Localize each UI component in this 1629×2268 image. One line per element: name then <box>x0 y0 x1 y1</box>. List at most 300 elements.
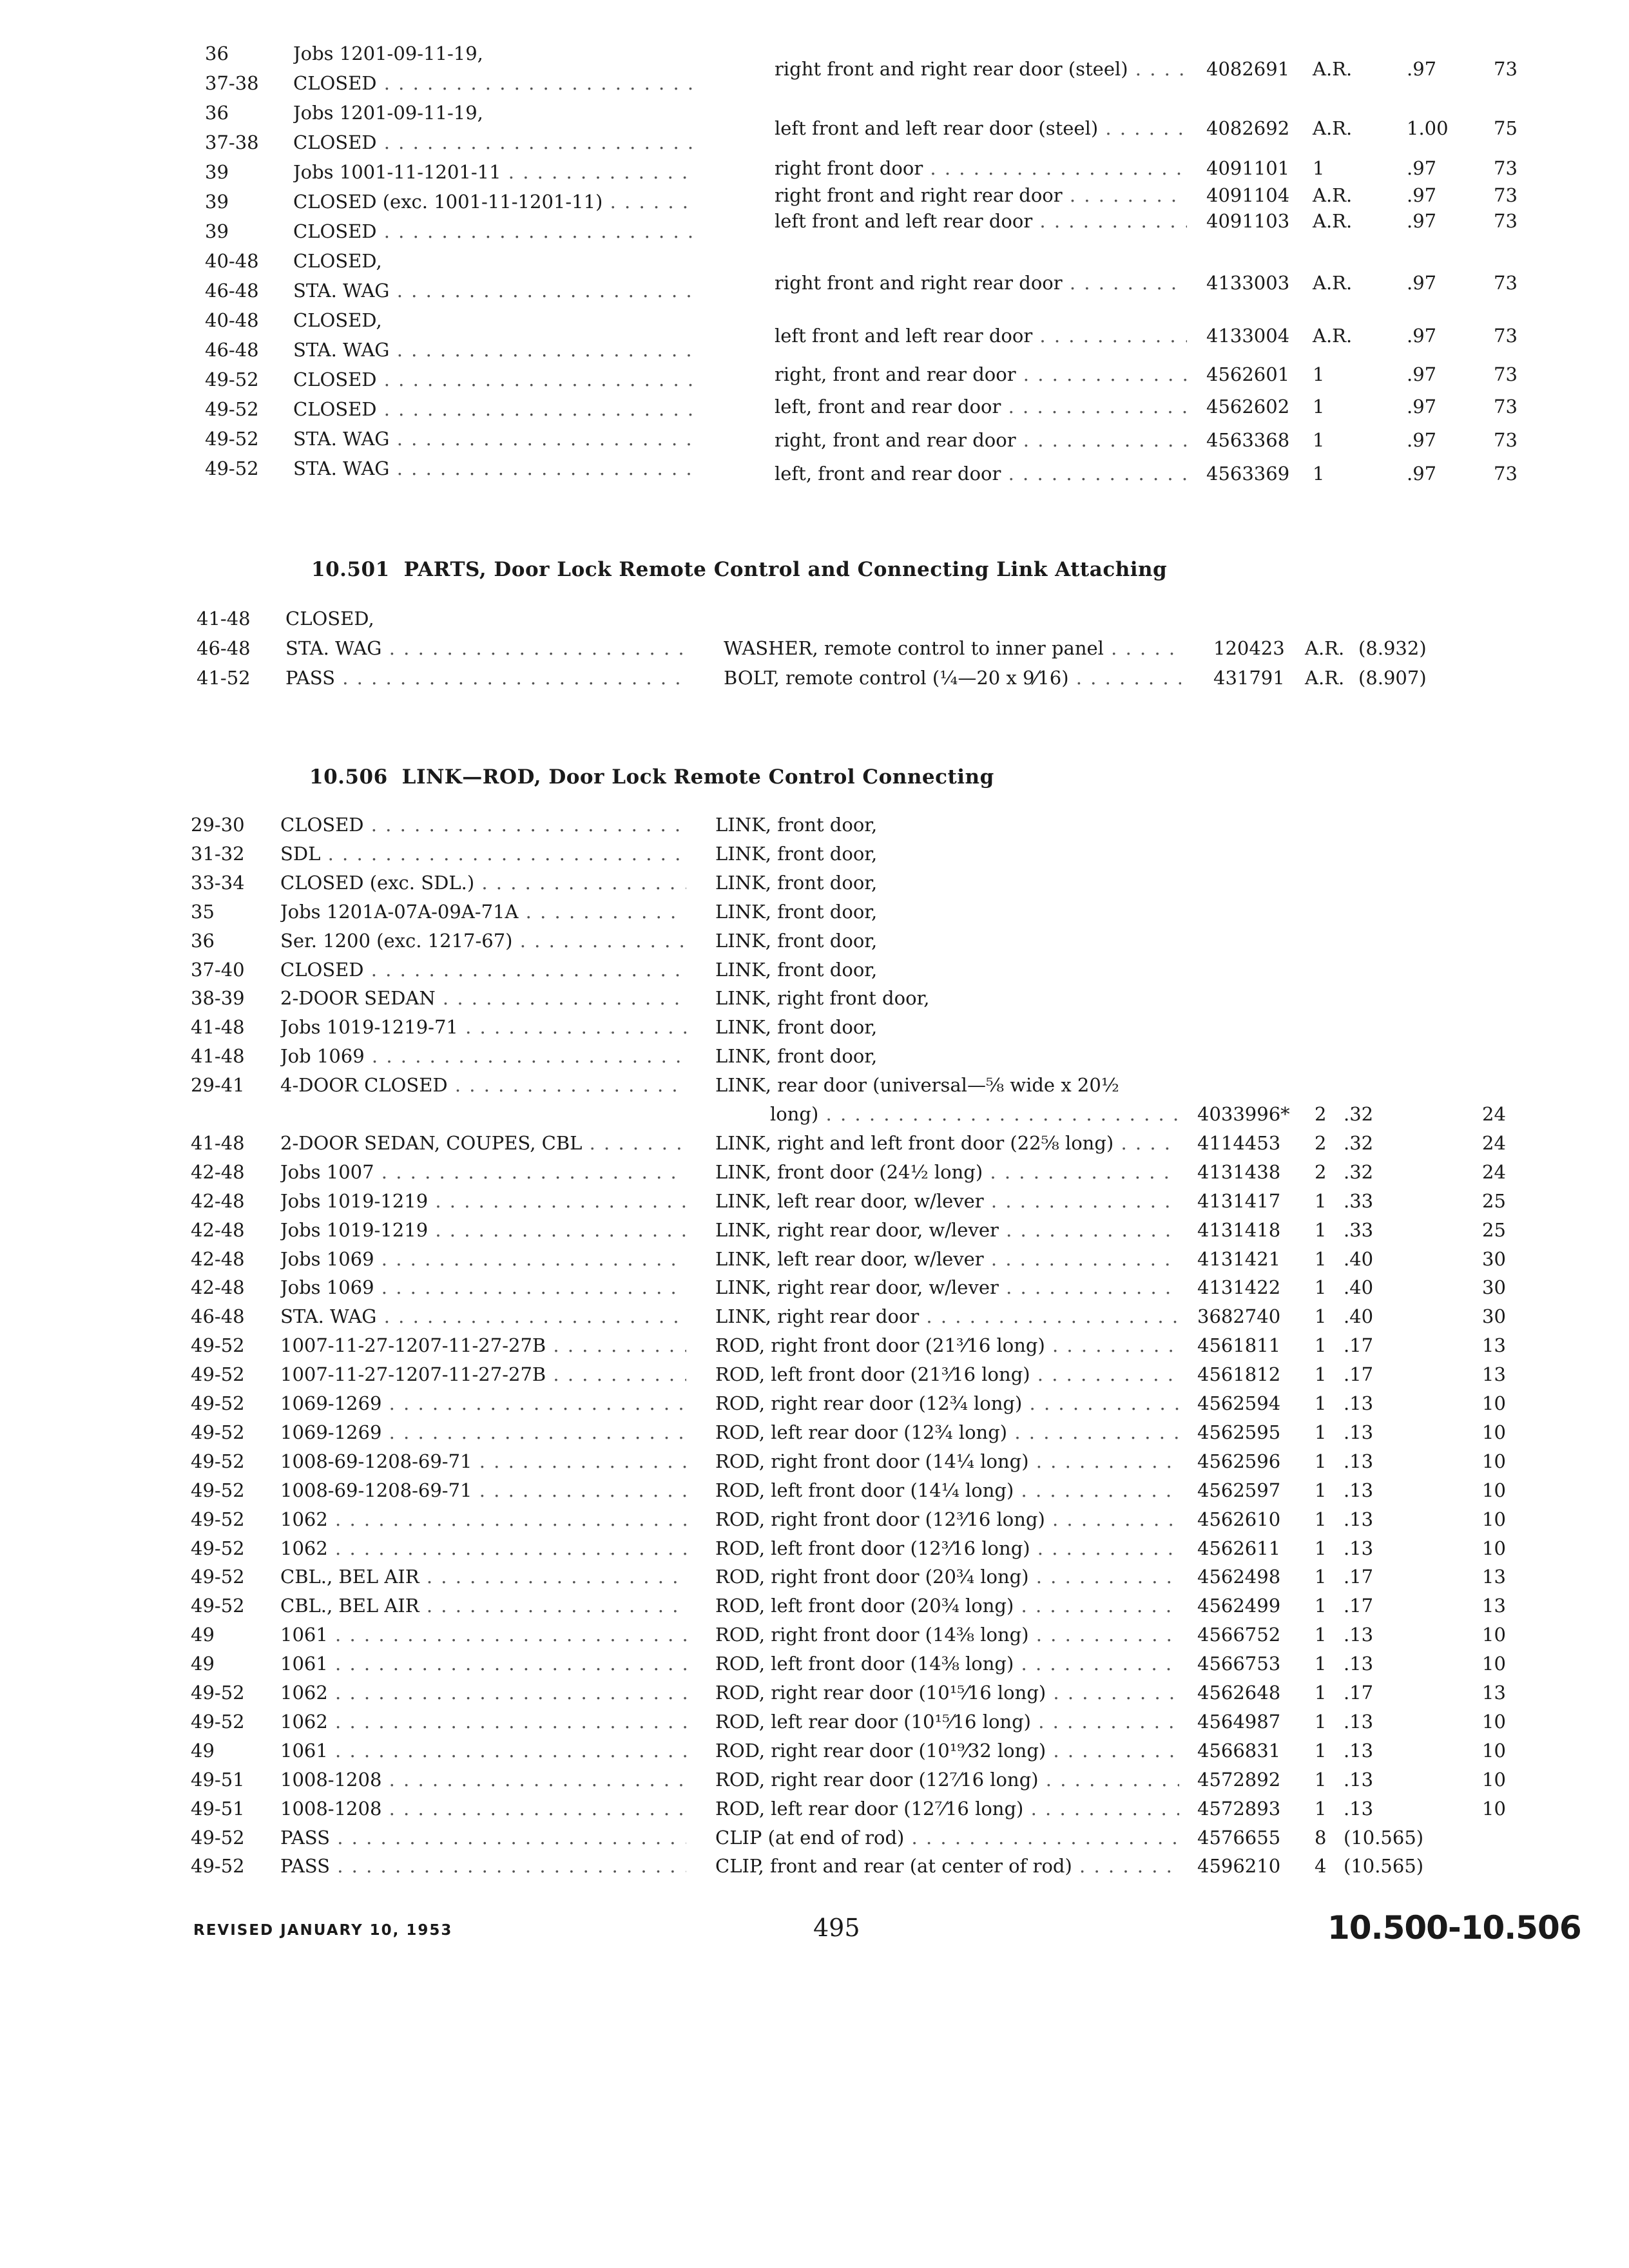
table-row <box>0 1533 1629 1563</box>
table-row <box>0 1244 1629 1274</box>
part-description: ROD, right rear door (12⁷⁄16 long) . . . <box>715 1765 1179 1794</box>
group-number: 25 <box>1482 1218 1506 1241</box>
table-row <box>0 1678 1629 1707</box>
quantity: 1 <box>1315 1797 1327 1820</box>
quantity: A.R. <box>1313 325 1353 347</box>
model-application: CLOSED (exc. 1001-11-1201-11) . . . <box>293 187 693 216</box>
price-or-reference: .13 <box>1344 1392 1374 1414</box>
part-number: 4562597 <box>1197 1479 1281 1501</box>
part-description: CLIP (at end of rod) . . . <box>715 1823 1179 1852</box>
part-number: 4562602 <box>1206 396 1290 418</box>
part-description: ROD, left front door (21³⁄16 long) . . . <box>715 1360 1179 1389</box>
year-range: 29-41 <box>191 1074 245 1097</box>
part-description: ROD, left front door (12³⁄16 long) . . . <box>715 1533 1179 1563</box>
part-number: 4033996* <box>1197 1103 1290 1125</box>
part-number: 4131422 <box>1197 1276 1281 1299</box>
price-or-reference: .97 <box>1407 210 1437 232</box>
quantity: A.R. <box>1313 58 1353 80</box>
quantity: 1 <box>1315 1247 1327 1270</box>
price-or-reference: (8.932) <box>1358 637 1427 659</box>
quantity: 1 <box>1315 1218 1327 1241</box>
model-application: 2-DOOR SEDAN, COUPES, CBL . . . <box>280 1128 686 1158</box>
quantity: 1 <box>1315 1363 1327 1386</box>
part-description: left front and left rear door . . . <box>775 321 1187 351</box>
part-number: 4563368 <box>1206 429 1290 451</box>
quantity: 1 <box>1315 1479 1327 1501</box>
quantity: 1 <box>1315 1768 1327 1791</box>
model-application: 1008-1208 . . . <box>280 1765 686 1794</box>
price-or-reference: .97 <box>1407 396 1437 418</box>
model-application: STA. WAG . . . <box>293 335 693 365</box>
section-heading-10-506 <box>309 765 994 789</box>
model-application: 1069-1269 . . . <box>280 1418 686 1447</box>
year-range: 40-48 <box>205 309 259 331</box>
group-number: 10 <box>1482 1421 1506 1443</box>
part-description: ROD, right rear door (10¹⁹⁄32 long) . . . <box>715 1736 1179 1765</box>
model-application: 1061 . . . <box>280 1736 686 1765</box>
part-number: 4091103 <box>1206 210 1290 232</box>
table-row <box>0 955 1629 985</box>
year-range: 37-40 <box>191 958 245 981</box>
model-application: CLOSED . . . <box>280 955 686 985</box>
part-description: ROD, right front door (20¾ long) . . . <box>715 1562 1179 1591</box>
group-number: 73 <box>1494 272 1518 294</box>
part-number: 4562499 <box>1197 1595 1281 1617</box>
part-number: 4562594 <box>1197 1392 1281 1414</box>
year-range: 49-52 <box>205 369 259 390</box>
part-description: ROD, left front door (14⅜ long) . . . <box>715 1649 1179 1678</box>
part-description: right front and right rear door . . . <box>775 180 1187 210</box>
price-or-reference: 1.00 <box>1407 117 1449 139</box>
quantity: A.R. <box>1313 117 1353 139</box>
part-number: 4562498 <box>1197 1566 1281 1588</box>
part-number: 4562601 <box>1206 363 1290 385</box>
model-application: Job 1069 . . . <box>280 1041 686 1071</box>
price-or-reference: .13 <box>1344 1768 1374 1791</box>
model-application: CLOSED (exc. SDL.) . . . <box>280 868 686 898</box>
quantity: 1 <box>1315 1566 1327 1588</box>
part-number: 4133004 <box>1206 325 1290 347</box>
year-range: 42-48 <box>191 1218 245 1241</box>
part-description: ROD, right front door (21³⁄16 long) . . . <box>715 1331 1179 1360</box>
table-row <box>0 365 1629 394</box>
quantity: A.R. <box>1305 667 1345 689</box>
quantity: A.R. <box>1313 272 1353 294</box>
part-description: LINK, right rear door, w/lever . . . <box>715 1273 1179 1302</box>
year-range: 41-52 <box>197 667 251 689</box>
part-number: 4596210 <box>1197 1855 1281 1878</box>
year-range: 41-48 <box>191 1131 245 1154</box>
year-range: 39 <box>205 191 229 213</box>
year-range: 49 <box>191 1739 215 1762</box>
quantity: 1 <box>1313 157 1325 179</box>
year-range: 49-52 <box>191 1855 245 1878</box>
quantity: 1 <box>1315 1189 1327 1212</box>
group-number: 13 <box>1482 1363 1506 1386</box>
part-number: 4564987 <box>1197 1710 1281 1733</box>
table-row <box>0 1504 1629 1534</box>
model-application: SDL . . . <box>280 839 686 869</box>
table-row <box>0 210 1629 246</box>
table-row <box>0 983 1629 1013</box>
model-application: Jobs 1007 . . . <box>280 1157 686 1187</box>
model-application: 1008-69-1208-69-71 . . . <box>280 1446 686 1476</box>
table-row <box>0 1302 1629 1331</box>
part-description: LINK, front door, <box>715 900 878 923</box>
part-description: ROD, right front door (14⅜ long) . . . <box>715 1620 1179 1649</box>
table-row <box>0 604 1629 633</box>
part-description: ROD, right rear door (10¹⁵⁄16 long) . . . <box>715 1678 1179 1707</box>
quantity: 1 <box>1315 1508 1327 1530</box>
quantity: 1 <box>1315 1653 1327 1675</box>
part-description: ROD, right front door (14¼ long) . . . <box>715 1446 1179 1476</box>
model-application: 1007-11-27-1207-11-27-27B . . . <box>280 1331 686 1360</box>
section-title: LINK—ROD, Door Lock Remote Control Connecting <box>401 765 994 789</box>
model-application: 1069-1269 . . . <box>280 1389 686 1418</box>
model-application: CLOSED . . . <box>293 365 693 394</box>
part-description: LINK, left rear door, w/lever . . . <box>715 1186 1179 1216</box>
quantity: 2 <box>1315 1103 1327 1125</box>
group-number: 10 <box>1482 1537 1506 1559</box>
price-or-reference: .13 <box>1344 1653 1374 1675</box>
table-row <box>0 1765 1629 1794</box>
part-number: 4131438 <box>1197 1160 1281 1183</box>
group-number: 73 <box>1494 396 1518 418</box>
table-row <box>0 633 1629 663</box>
quantity: 1 <box>1315 1595 1327 1617</box>
year-range: 35 <box>191 900 215 923</box>
quantity: 1 <box>1315 1392 1327 1414</box>
year-range: 49-52 <box>191 1710 245 1733</box>
price-or-reference: (8.907) <box>1358 667 1427 689</box>
part-description: ROD, left rear door (12⁷⁄16 long) . . . <box>715 1794 1179 1823</box>
part-description: ROD, left rear door (12¾ long) . . . <box>715 1418 1179 1447</box>
model-application: Jobs 1201-09-11-19, <box>293 102 483 124</box>
part-number: 4561812 <box>1197 1363 1281 1386</box>
model-application: 1008-69-1208-69-71 . . . <box>280 1475 686 1505</box>
price-or-reference: .17 <box>1344 1682 1374 1704</box>
price-or-reference: .40 <box>1344 1247 1374 1270</box>
part-number: 4562611 <box>1197 1537 1281 1559</box>
model-application: CBL., BEL AIR . . . <box>280 1591 686 1620</box>
part-description: LINK, front door, <box>715 814 878 836</box>
table-row <box>0 1851 1629 1881</box>
year-range: 46-48 <box>197 637 251 659</box>
table-row <box>0 1128 1629 1158</box>
table-row <box>0 1591 1629 1620</box>
price-or-reference: .40 <box>1344 1276 1374 1299</box>
part-number: 4566753 <box>1197 1653 1281 1675</box>
year-range: 42-48 <box>191 1276 245 1299</box>
table-row <box>0 1562 1629 1591</box>
group-number: 73 <box>1494 58 1518 80</box>
part-number: 4082691 <box>1206 58 1290 80</box>
year-range: 38-39 <box>191 987 245 1010</box>
quantity: 1 <box>1315 1305 1327 1328</box>
part-number: 4562595 <box>1197 1421 1281 1443</box>
quantity: 1 <box>1315 1537 1327 1559</box>
year-range: 37-38 <box>205 72 259 94</box>
quantity: 1 <box>1313 429 1325 451</box>
group-number: 30 <box>1482 1276 1506 1299</box>
price-or-reference: .32 <box>1344 1160 1374 1183</box>
part-description: CLIP, front and rear (at center of rod) . . . <box>715 1851 1179 1881</box>
model-application: STA. WAG . . . <box>293 424 693 454</box>
table-row <box>0 897 1629 927</box>
part-description: long) . . . <box>770 1099 1179 1129</box>
group-number: 73 <box>1494 363 1518 385</box>
part-description: LINK, right front door, <box>715 987 930 1010</box>
model-application: CLOSED, <box>293 250 382 272</box>
part-description: LINK, left rear door, w/lever . . . <box>715 1244 1179 1274</box>
year-range: 49-52 <box>191 1421 245 1443</box>
price-or-reference: .32 <box>1344 1131 1374 1154</box>
price-or-reference: .97 <box>1407 184 1437 206</box>
model-application: 1062 . . . <box>280 1707 686 1736</box>
part-description: LINK, rear door (universal—⅝ wide x 20½ <box>715 1074 1119 1097</box>
part-description: ROD, left front door (20¾ long) . . . <box>715 1591 1179 1620</box>
table-row <box>0 58 1629 98</box>
year-range: 39 <box>205 220 229 242</box>
model-application: 1062 . . . <box>280 1504 686 1534</box>
part-number: 431791 <box>1213 667 1285 689</box>
part-description: left front and left rear door (steel) . . . <box>775 113 1187 143</box>
year-range: 49-52 <box>191 1508 245 1530</box>
year-range: 49-52 <box>205 398 259 420</box>
part-description: WASHER, remote control to inner panel . . . <box>724 633 1181 663</box>
part-number: 4572893 <box>1197 1797 1281 1820</box>
year-range: 49-51 <box>191 1768 245 1791</box>
part-description: ROD, left rear door (10¹⁵⁄16 long) . . . <box>715 1707 1179 1736</box>
quantity: 1 <box>1315 1421 1327 1443</box>
quantity: A.R. <box>1305 637 1345 659</box>
quantity: 1 <box>1315 1276 1327 1299</box>
year-range: 49-52 <box>191 1334 245 1357</box>
table-row <box>0 1331 1629 1360</box>
quantity: A.R. <box>1313 210 1353 232</box>
year-range: 41-48 <box>191 1045 245 1068</box>
part-number: 4131417 <box>1197 1189 1281 1212</box>
part-number: 4133003 <box>1206 272 1290 294</box>
part-description: LINK, right rear door . . . <box>715 1302 1179 1331</box>
section-number: 10.501 <box>311 558 390 581</box>
year-range: 31-32 <box>191 842 245 865</box>
group-number: 13 <box>1482 1566 1506 1588</box>
part-number: 4114453 <box>1197 1131 1281 1154</box>
price-or-reference: .13 <box>1344 1450 1374 1472</box>
part-description: LINK, front door, <box>715 1045 878 1068</box>
model-application: CLOSED . . . <box>293 394 693 424</box>
group-number: 24 <box>1482 1103 1506 1125</box>
part-number: 4131421 <box>1197 1247 1281 1270</box>
price-or-reference: .17 <box>1344 1566 1374 1588</box>
part-description: LINK, front door, <box>715 871 878 894</box>
model-application: 1061 . . . <box>280 1620 686 1649</box>
year-range: 33-34 <box>191 871 245 894</box>
part-number: 3682740 <box>1197 1305 1281 1328</box>
model-application: Jobs 1019-1219-71 . . . <box>280 1012 686 1042</box>
model-application: 1062 . . . <box>280 1678 686 1707</box>
table-row <box>0 454 1629 483</box>
year-range: 42-48 <box>191 1160 245 1183</box>
table-row <box>0 1215 1629 1245</box>
model-application: CLOSED . . . <box>280 810 686 840</box>
model-application: PASS . . . <box>280 1823 686 1852</box>
quantity: 1 <box>1315 1450 1327 1472</box>
quantity: 1 <box>1313 396 1325 418</box>
year-range: 49-52 <box>191 1566 245 1588</box>
part-description: left, front and rear door . . . <box>775 392 1187 421</box>
group-number: 13 <box>1482 1595 1506 1617</box>
price-or-reference: .97 <box>1407 325 1437 347</box>
group-number: 10 <box>1482 1624 1506 1646</box>
quantity: 4 <box>1315 1855 1327 1878</box>
group-number: 73 <box>1494 210 1518 232</box>
group-number: 30 <box>1482 1247 1506 1270</box>
table-row <box>0 272 1629 305</box>
table-row <box>0 1012 1629 1042</box>
price-or-reference: .97 <box>1407 363 1437 385</box>
year-range: 49-52 <box>205 428 259 450</box>
table-row <box>0 663 1629 693</box>
year-range: 49-52 <box>191 1595 245 1617</box>
model-application: STA. WAG . . . <box>293 276 693 305</box>
part-description: left, front and rear door . . . <box>775 459 1187 488</box>
table-row <box>0 810 1629 840</box>
quantity: 1 <box>1315 1334 1327 1357</box>
model-application: PASS . . . <box>285 663 685 693</box>
part-description: right front and right rear door . . . <box>775 268 1187 298</box>
part-description: right, front and rear door . . . <box>775 360 1187 389</box>
table-row <box>0 1446 1629 1476</box>
quantity: 1 <box>1315 1624 1327 1646</box>
part-number: 4091101 <box>1206 157 1290 179</box>
part-number: 4576655 <box>1197 1826 1281 1849</box>
group-number: 73 <box>1494 429 1518 451</box>
part-description: ROD, left front door (14¼ long) . . . <box>715 1475 1179 1505</box>
price-or-reference: (10.565) <box>1344 1855 1424 1878</box>
table-row <box>0 1360 1629 1389</box>
model-application: CLOSED, <box>293 309 382 331</box>
part-description: left front and left rear door . . . <box>775 206 1187 236</box>
model-application: 1061 . . . <box>280 1649 686 1678</box>
table-row <box>0 1186 1629 1216</box>
model-application: STA. WAG . . . <box>293 454 693 483</box>
model-application: 4-DOOR CLOSED . . . <box>280 1070 686 1100</box>
year-range: 49-52 <box>191 1363 245 1386</box>
part-number: 4562610 <box>1197 1508 1281 1530</box>
part-description: LINK, right and left front door (22⅝ long) . . . <box>715 1128 1179 1158</box>
price-or-reference: .40 <box>1344 1305 1374 1328</box>
model-application: CLOSED . . . <box>293 68 693 98</box>
table-row <box>0 868 1629 898</box>
group-number: 24 <box>1482 1131 1506 1154</box>
price-or-reference: .33 <box>1344 1218 1374 1241</box>
price-or-reference: .33 <box>1344 1189 1374 1212</box>
year-range: 36 <box>205 102 229 124</box>
section-range: 10.500-10.506 <box>1327 1909 1581 1946</box>
group-number: 10 <box>1482 1392 1506 1414</box>
model-application: 1008-1208 . . . <box>280 1794 686 1823</box>
year-range: 42-48 <box>191 1189 245 1212</box>
group-number: 10 <box>1482 1710 1506 1733</box>
part-number: 4091104 <box>1206 184 1290 206</box>
part-description: ROD, right front door (12³⁄16 long) . . . <box>715 1504 1179 1534</box>
table-row <box>0 926 1629 956</box>
model-application: Ser. 1200 (exc. 1217-67) . . . <box>280 926 686 956</box>
model-application: Jobs 1201-09-11-19, <box>293 43 483 64</box>
year-range: 49-52 <box>191 1682 245 1704</box>
part-number: 4563369 <box>1206 463 1290 485</box>
price-or-reference: .97 <box>1407 463 1437 485</box>
model-application: CBL., BEL AIR . . . <box>280 1562 686 1591</box>
group-number: 10 <box>1482 1508 1506 1530</box>
model-application: STA. WAG . . . <box>280 1302 686 1331</box>
model-application: 1007-11-27-1207-11-27-27B . . . <box>280 1360 686 1389</box>
price-or-reference: .13 <box>1344 1797 1374 1820</box>
part-number: 4561811 <box>1197 1334 1281 1357</box>
year-range: 46-48 <box>205 339 259 361</box>
section-title: PARTS, Door Lock Remote Control and Connecting Link Attaching <box>403 558 1168 581</box>
part-number: 4572892 <box>1197 1768 1281 1791</box>
table-row <box>0 1649 1629 1678</box>
part-description: LINK, right rear door, w/lever . . . <box>715 1215 1179 1245</box>
year-range: 49-52 <box>191 1537 245 1559</box>
model-application: CLOSED . . . <box>293 128 693 157</box>
year-range: 41-48 <box>191 1016 245 1039</box>
part-description: right front and right rear door (steel) . . . <box>775 54 1187 84</box>
table-row <box>0 839 1629 869</box>
quantity: 1 <box>1315 1710 1327 1733</box>
model-application: STA. WAG . . . <box>285 633 685 663</box>
model-application: Jobs 1069 . . . <box>280 1273 686 1302</box>
part-description: right, front and rear door . . . <box>775 425 1187 455</box>
model-application: Jobs 1069 . . . <box>280 1244 686 1274</box>
table-row <box>0 1070 1629 1100</box>
table-row <box>0 394 1629 424</box>
model-application: Jobs 1001-11-1201-11 . . . <box>293 157 693 187</box>
group-number: 73 <box>1494 325 1518 347</box>
year-range: 37-38 <box>205 131 259 153</box>
model-application: Jobs 1019-1219 . . . <box>280 1186 686 1216</box>
table-row <box>0 1620 1629 1649</box>
part-description: LINK, front door, <box>715 842 878 865</box>
price-or-reference: (10.565) <box>1344 1826 1424 1849</box>
year-range: 41-48 <box>197 608 251 629</box>
group-number: 75 <box>1494 117 1518 139</box>
year-range: 46-48 <box>191 1305 245 1328</box>
group-number: 10 <box>1482 1768 1506 1791</box>
quantity: 2 <box>1315 1160 1327 1183</box>
table-row <box>0 1475 1629 1505</box>
part-description: LINK, front door, <box>715 929 878 952</box>
group-number: 13 <box>1482 1334 1506 1357</box>
model-application: CLOSED, <box>285 608 374 629</box>
price-or-reference: .97 <box>1407 157 1437 179</box>
table-row <box>0 1157 1629 1187</box>
table-row <box>0 1041 1629 1071</box>
price-or-reference: .13 <box>1344 1421 1374 1443</box>
model-application: PASS . . . <box>280 1851 686 1881</box>
group-number: 13 <box>1482 1682 1506 1704</box>
part-number: 120423 <box>1213 637 1285 659</box>
price-or-reference: .13 <box>1344 1537 1374 1559</box>
year-range: 49-52 <box>205 457 259 479</box>
price-or-reference: .13 <box>1344 1508 1374 1530</box>
price-or-reference: .13 <box>1344 1710 1374 1733</box>
price-or-reference: .13 <box>1344 1624 1374 1646</box>
price-or-reference: .32 <box>1344 1103 1374 1125</box>
